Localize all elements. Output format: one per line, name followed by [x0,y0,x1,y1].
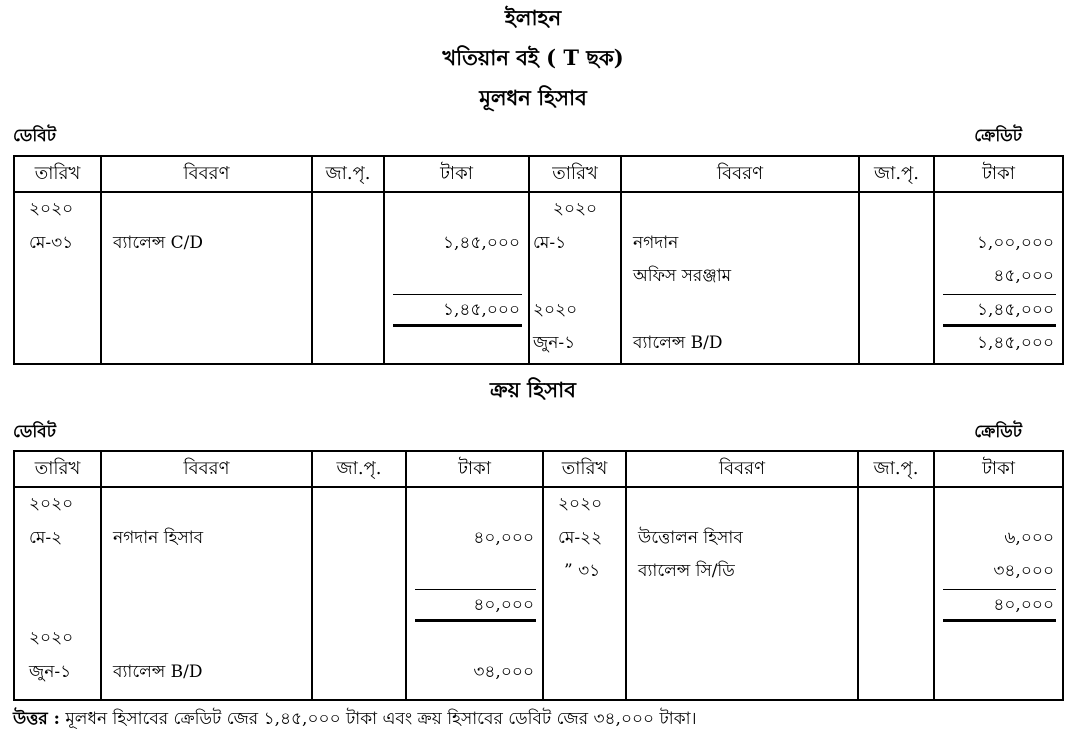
purchase-ledger-table [13,450,1064,701]
particulars-cell [102,327,311,361]
amount-cell: ৩৪,০০০ [473,661,534,682]
particulars-cell [622,193,858,227]
amount-cell: ১,৪৫,০০০ [976,333,1054,353]
capital-header-row [14,156,1063,192]
date-cell: মে-১ [533,232,567,253]
capital-credit-date-col [529,192,621,364]
answer-line [13,708,697,730]
total-rule-top [943,294,1056,295]
amount-cell [407,488,542,522]
total-rule-top [415,589,536,590]
amount-cell [407,622,542,656]
col-header-folio: জা.পৃ. [312,156,384,192]
date-cell [15,294,100,328]
date-cell: ২০২০ [29,494,74,514]
capital-debit-label: ডেবিট [13,126,56,146]
purchase-credit-folio-col [858,487,934,700]
capital-credit-amount-col [934,192,1063,364]
purchase-account-title: ক্রয় হিসাব [490,377,576,402]
col-header-date: তারিখ [14,451,101,487]
date-cell [15,260,100,294]
amount-cell: ১,০০,০০০ [976,232,1054,253]
total-amount-cell [935,294,1062,328]
col-header-date: তারিখ [529,156,621,192]
capital-account-title: মূলধন হিসাব [479,85,587,110]
amount-cell [935,488,1062,522]
particulars-cell: নগদান হিসাব [113,527,204,548]
purchase-debit-particulars-col [101,487,312,700]
col-header-folio: জা.পৃ. [859,156,934,192]
purchase-body-row [14,487,1063,700]
capital-debit-amount-col [384,192,529,364]
particulars-cell [102,589,311,623]
capital-credit-particulars-col [621,192,859,364]
particulars-cell: অফিস সরঞ্জাম [633,266,732,286]
date-cell: মে-২২ [558,527,603,548]
date-cell: মে-৩১ [29,232,74,253]
amount-cell [935,656,1062,690]
col-header-date: তারিখ [14,156,101,192]
col-header-amount: টাকা [384,156,529,192]
date-cell: ” ৩১ [564,561,601,581]
total-amount-cell [935,589,1062,623]
purchase-debit-amount-col [406,487,543,700]
date-cell: ২০২০ [552,199,598,219]
particulars-cell [102,555,311,589]
purchase-debit-folio-col [312,487,406,700]
total-amount-cell [385,294,528,328]
particulars-cell: ব্যালেন্স সি/ডি [638,561,735,581]
purchase-header-row [14,451,1063,487]
particulars-cell [102,488,311,522]
date-cell [15,589,100,623]
purchase-debit-date-col [14,487,101,700]
amount-cell [385,327,528,361]
particulars-cell [102,193,311,227]
purchase-credit-label: ক্রেডিট [974,422,1022,442]
amount-cell: ৩৪,০০০ [993,561,1054,581]
total-amount-value: ১,৪৫,০০০ [442,299,520,320]
particulars-cell: ব্যালেন্স C/D [113,232,203,253]
date-cell [530,260,620,294]
capital-ledger-table [13,155,1064,365]
particulars-cell [622,294,858,328]
answer-label: উত্তর : [13,709,60,729]
total-amount-value: ১,৪৫,০০০ [976,299,1054,320]
capital-debit-folio-col [312,192,384,364]
particulars-cell [627,488,857,522]
date-cell [15,327,100,361]
amount-cell [385,193,528,227]
date-cell: ২০২০ [533,299,578,320]
date-cell: ২০২০ [29,199,74,219]
date-cell [15,555,100,589]
total-amount-value: ৪০,০০০ [993,594,1054,615]
col-header-particulars: বিবরণ [626,451,858,487]
capital-debit-particulars-col [101,192,312,364]
purchase-debit-label: ডেবিট [13,422,56,442]
total-rule-top [943,589,1056,590]
particulars-cell [627,622,857,656]
col-header-folio: জা.পৃ. [858,451,934,487]
amount-cell: ৪৫,০০০ [993,266,1054,286]
particulars-cell [102,294,311,328]
date-cell [544,589,625,623]
purchase-credit-amount-col [934,487,1063,700]
col-header-folio: জা.পৃ. [312,451,406,487]
purchase-credit-date-col [543,487,626,700]
capital-credit-label: ক্রেডিট [974,126,1022,146]
particulars-cell [102,622,311,656]
particulars-cell [102,260,311,294]
capital-credit-folio-col [859,192,934,364]
total-amount-value: ৪০,০০০ [473,594,534,615]
amount-cell: ৪০,০০০ [473,527,534,548]
purchase-credit-particulars-col [626,487,858,700]
book-title: খতিয়ান বই ( T ছক) [442,45,624,70]
col-header-particulars: বিবরণ [101,451,312,487]
amount-cell: ১,৪৫,০০০ [442,232,520,253]
col-header-particulars: বিবরণ [101,156,312,192]
total-rule-top [393,294,522,295]
particulars-cell [627,656,857,690]
col-header-particulars: বিবরণ [621,156,859,192]
amount-cell: ৬,০০০ [1004,527,1054,548]
particulars-cell [627,589,857,623]
total-amount-cell [407,589,542,623]
date-cell: জুন-১ [29,661,72,682]
answer-text: মূলধন হিসাবের ক্রেডিট জের ১,৪৫,০০০ টাকা এবং ক্রয় হিসাবের ডেবিট জের ৩৪,০০০ টাকা। [65,709,697,729]
date-cell: জুন-১ [533,333,576,353]
amount-cell [407,555,542,589]
particulars-cell: ব্যালেন্স B/D [113,661,203,682]
amount-cell [385,260,528,294]
col-header-amount: টাকা [934,156,1063,192]
particulars-cell: নগদান [633,232,679,253]
date-cell: ২০২০ [558,494,603,514]
date-cell: মে-২ [29,527,63,548]
col-header-amount: টাকা [406,451,543,487]
col-header-amount: টাকা [934,451,1063,487]
date-cell: ২০২০ [29,628,74,648]
particulars-cell: ব্যালেন্স B/D [633,333,723,353]
date-cell [544,656,625,690]
capital-debit-date-col [14,192,101,364]
particulars-cell: উত্তোলন হিসাব [638,527,743,548]
company-name: ইলাহন [504,5,562,30]
amount-cell [935,622,1062,656]
col-header-date: তারিখ [543,451,626,487]
amount-cell [935,193,1062,227]
capital-body-row [14,192,1063,364]
date-cell [544,622,625,656]
